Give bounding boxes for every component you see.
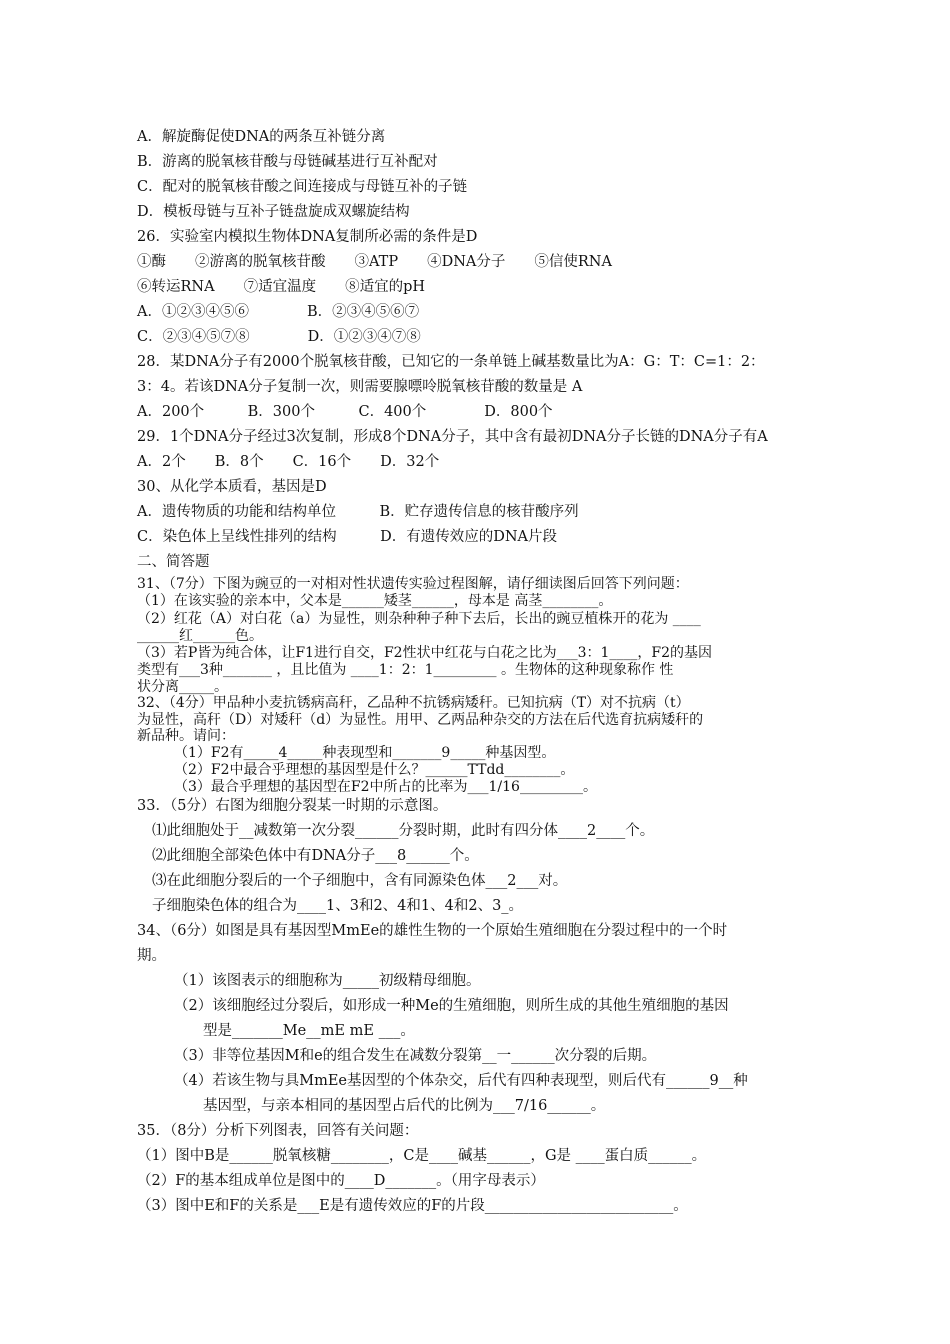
option-25a: A．解旋酶促使DNA的两条互补链分离: [137, 129, 386, 145]
q35-part1: （1）图中B是______脱氧核糖________，C是____碱基______，G是 ____蛋白质______。: [137, 1148, 707, 1164]
question-28-cont: 3：4。若该DNA分子复制一次，则需要腺嘌呤脱氧核苷酸的数量是 A: [137, 379, 583, 395]
question-28: 28．某DNA分子有2000个脱氧核苷酸，已知它的一条单链上碱基数量比为A：G：T：C=1：2：: [137, 354, 765, 370]
option-25d: D．模板母链与互补子链盘旋成双螺旋结构: [137, 204, 410, 220]
question-30: 30、从化学本质看，基因是D: [137, 479, 327, 495]
q31-part2-cont: ______红______色。: [137, 628, 263, 644]
q26-conditions-1: ①酶 ②游离的脱氧核苷酸 ③ATP ④DNA分子 ⑤信使RNA: [137, 254, 612, 270]
question-34: 34、（6分）如图是具有基因型MmEe的雄性生物的一个原始生殖细胞在分裂过程中的一个时: [137, 923, 728, 939]
question-29: 29．1个DNA分子经过3次复制，形成8个DNA分子，其中含有最初DNA分子长链的DNA分子有A: [137, 429, 768, 445]
q33-part3: ⑶在此细胞分裂后的一个子细胞中，含有同源染色体___2___对。: [152, 873, 568, 889]
question-32-cont: 为显性，高秆（D）对矮秆（d）为显性。用甲、乙两品种杂交的方法在后代选育抗病矮秆的: [137, 712, 704, 728]
question-26: 26．实验室内模拟生物体DNA复制所必需的条件是D: [137, 229, 478, 245]
q34-part2: （2）该细胞经过分裂后，如形成一种Me的生殖细胞，则所生成的其他生殖细胞的基因: [174, 998, 729, 1014]
q34-part3: （3）非等位基因M和e的组合发生在减数分裂第__一______次分裂的后期。: [174, 1048, 657, 1064]
q26-conditions-2: ⑥转运RNA ⑦适宜温度 ⑧适宜的pH: [137, 279, 426, 295]
question-32-end: 新品种。请问：: [137, 728, 235, 744]
q31-part2: （2）红花（A）对白花（a）为显性，则杂种种子种下去后，长出的豌豆植株开的花为 ____: [137, 611, 701, 627]
q34-part2-cont: 型是_______Me__mE mE ___。: [203, 1023, 415, 1039]
q33-part3-cont: 子细胞染色体的组合为____1、3和2、4和1、4和2、3_。: [152, 898, 524, 914]
q31-part1: （1）在该实验的亲本中，父本是______矮茎______，母本是 高茎________。: [137, 593, 613, 609]
q33-part2: ⑵此细胞全部染色体中有DNA分子___8______个。: [152, 848, 479, 864]
question-32: 32、（4分）甲品种小麦抗锈病高秆，乙品种不抗锈病矮秆。已知抗病（T）对不抗病（t）: [137, 695, 690, 711]
q32-part3: （3）最合乎理想的基因型在F2中所占的比率为___1/16_________。: [174, 779, 597, 795]
q35-part3: （3）图中E和F的关系是___E是有遗传效应的F的片段__________________________。: [137, 1198, 688, 1214]
q30-options-ab: A．遗传物质的功能和结构单位 B．贮存遗传信息的核苷酸序列: [137, 504, 579, 520]
question-33: 33．（5分）右图为细胞分裂某一时期的示意图。: [137, 798, 448, 814]
q31-part3-end: 状分离_____。: [137, 679, 228, 695]
q35-part2: （2）F的基本组成单位是图中的____D_______。（用字母表示）: [137, 1173, 545, 1189]
q32-part1: （1）F2有_____4_____种表现型和_______9_____种基因型。: [174, 745, 556, 761]
q31-part3-cont: 类型有___3种_______ ，且比值为 ____1：2：1_________ 。生物体的这种现象称作 性: [137, 662, 674, 678]
section-heading: 二、简答题: [137, 554, 210, 570]
question-34-cont: 期。: [137, 948, 166, 964]
option-25c: C．配对的脱氧核苷酸之间连接成与母链互补的子链: [137, 179, 468, 195]
q26-options-ab: A．①②③④⑤⑥ B．②③④⑤⑥⑦: [137, 304, 420, 320]
q32-part2: （2）F2中最合乎理想的基因型是什么？______TTdd________。: [174, 762, 575, 778]
question-31: 31、（7分）下图为豌豆的一对相对性状遗传实验过程图解，请仔细读图后回答下列问题：: [137, 576, 689, 592]
q26-options-cd: C．②③④⑤⑦⑧ D．①②③④⑦⑧: [137, 329, 421, 345]
q30-options-cd: C．染色体上呈线性排列的结构 D．有遗传效应的DNA片段: [137, 529, 558, 545]
q29-options: A．2个 B．8个 C．16个 D．32个: [137, 454, 440, 470]
q34-part4-cont: 基因型，与亲本相同的基因型占后代的比例为___7/16______。: [203, 1098, 606, 1114]
q34-part4: （4）若该生物与具MmEe基因型的个体杂交，后代有四种表现型，则后代有______9__种: [174, 1073, 748, 1089]
option-25b: B．游离的脱氧核苷酸与母链碱基进行互补配对: [137, 154, 438, 170]
q33-part1: ⑴此细胞处于__减数第一次分裂______分裂时期，此时有四分体____2____个。: [152, 823, 655, 839]
q28-options: A．200个 B．300个 C．400个 D．800个: [137, 404, 553, 420]
q31-part3: （3）若P皆为纯合体，让F1进行自交，F2性状中红花与白花之比为___3：1____，F2的基因: [137, 645, 713, 661]
q34-part1: （1）该图表示的细胞称为_____初级精母细胞。: [174, 973, 481, 989]
question-35: 35．（8分）分析下列图表，回答有关问题：: [137, 1123, 419, 1139]
